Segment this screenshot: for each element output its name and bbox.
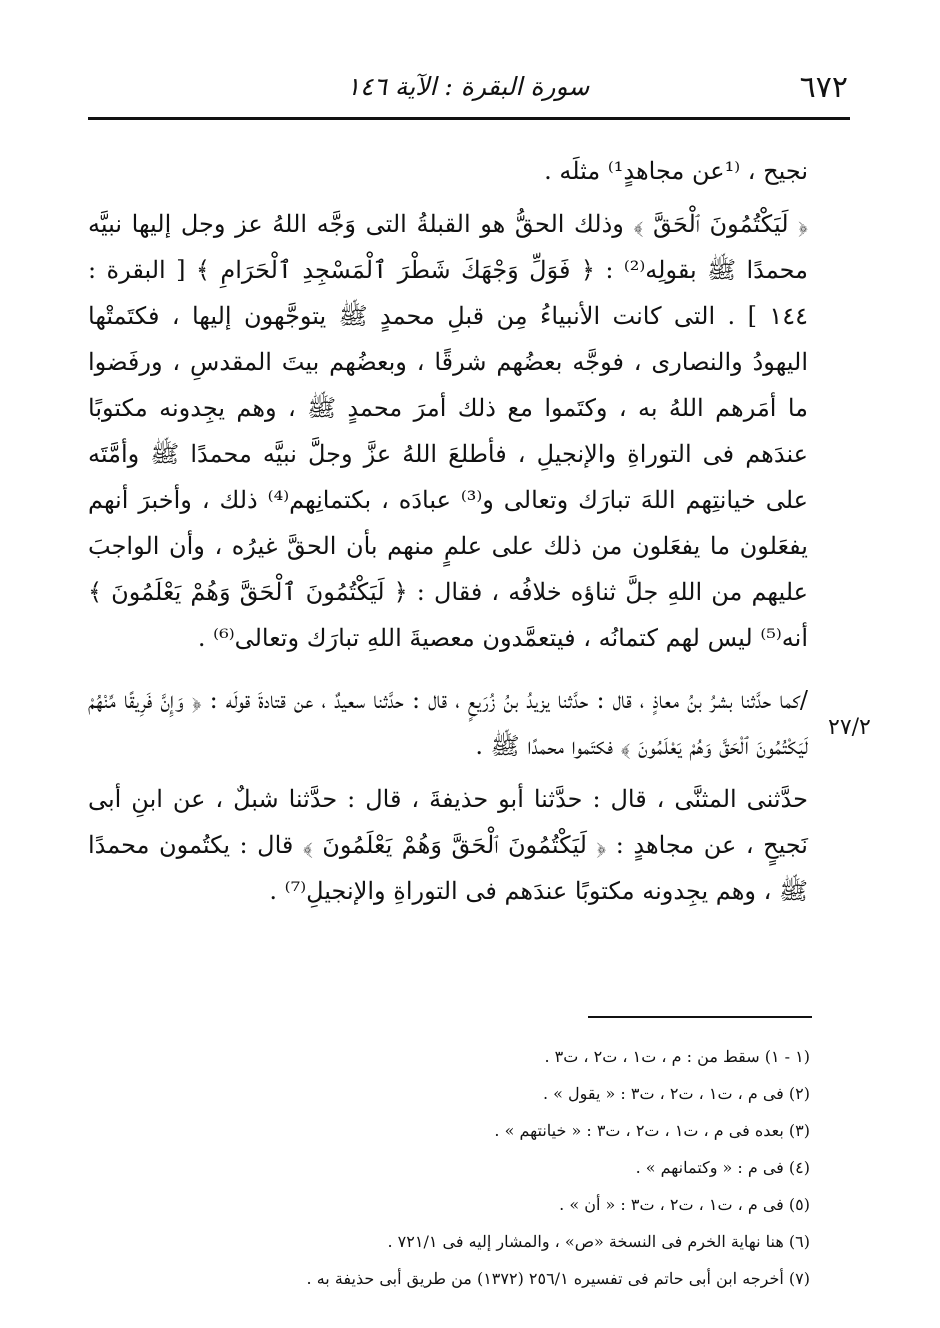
footnote-2: (٢) فى م ، ت١ ، ت٢ ، ت٣ : « يقول » . bbox=[542, 1084, 810, 1103]
page-header bbox=[88, 70, 848, 110]
footnote-6: (٦) هنا نهاية الخرم فى النسخة «ص» ، والمشار إليه فى ٧٢١/١ . bbox=[387, 1232, 810, 1251]
footnote-3: (٣) بعده فى م ، ت١ ، ت٢ ، ت٣ : « خيانتهم » . bbox=[494, 1121, 810, 1140]
footnotes bbox=[88, 1038, 810, 1297]
paragraph-3: /كما حدَّثنا بشرُ بنُ معاذٍ ، قال : حدَّثنا يزيدُ بنُ زُرَيعٍ ، قال : حدَّثنا سعيدٌ ، عن قتادةَ قولَه : ﴿ وَإِنَّ فَرِيقًا مِّنْهُمْ لَيَكْتُمُونَ ٱلْحَقَّ وَهُمْ يَعْلَمُونَ ﴾ فكتَموا محمدًا ﷺ . bbox=[88, 686, 808, 760]
footnote-5: (٥) فى م ، ت١ ، ت٢ ، ت٣ : « أن » . bbox=[559, 1195, 810, 1214]
header-rule bbox=[88, 117, 850, 120]
main-text bbox=[88, 148, 808, 921]
surah-title: سورة البقرة : الآية ١٤٦ bbox=[346, 72, 590, 101]
footnote-1: (١ - ١) سقط من : م ، ت١ ، ت٢ ، ت٣ . bbox=[544, 1047, 810, 1066]
footnote-rule bbox=[588, 1016, 812, 1018]
paragraph-4: حدَّثنى المثنَّى ، قال : حدَّثنا أبو حذيفةَ ، قال : حدَّثنا شبلٌ ، عن ابنِ أبى نَجيحٍ ، عن مجاهدٍ : ﴿ لَيَكْتُمُونَ ٱلْحَقَّ وَهُمْ يَعْلَمُونَ ﴾ قال : يكتُمون محمدًا ﷺ ، وهم يجِدونه مكتوبًا عندَهم فى التوراةِ والإنجيلِ⁽⁷⁾ . bbox=[88, 785, 808, 905]
footnote-4: (٤) فى م : « وكتمانهم » . bbox=[635, 1158, 810, 1177]
margin-reference: ٢٧/٢ bbox=[828, 715, 871, 740]
page-number: ٦٧٢ bbox=[799, 70, 848, 105]
footnote-7: (٧) أخرجه ابن أبى حاتم فى تفسيره ٢٥٦/١ (١٣٧٢) من طريق أبى حذيفة به . bbox=[306, 1269, 810, 1288]
paragraph-1: نجيح ، ⁽¹عن مجاهدٍ¹⁾ مثلَه . bbox=[544, 157, 808, 185]
paragraph-2: ﴿ لَيَكْتُمُونَ ٱلْحَقَّ ﴾ وذلك الحقُّ هو القبلةُ التى وَجَّه اللهُ عز وجل إليها نبيَّه محمدًا ﷺ بقولِه⁽²⁾ : ﴿ فَوَلِّ وَجْهَكَ شَطْرَ ٱلْمَسْجِدِ ٱلْحَرَامِ ﴾ [ البقرة : ١٤٤ ] . التى كانت الأنبياءُ مِن قبلِ محمدٍ ﷺ يتوجَّهون إليها ، فكتَمتْها اليهودُ والنصارى ، فوجَّه بعضُهم شرقًا ، وبعضُهم بيتَ المقدسِ ، ورفَضوا ما أمَرهم اللهُ به ، وكتَموا مع ذلك أمرَ محمدٍ ﷺ ، وهم يجِدونه مكتوبًا عندَهم فى التوراةِ والإنجيلِ ، فأطلعَ اللهُ عزَّ وجلَّ نبيَّه محمدًا ﷺ وأمَّتَه على خيانتِهم اللهَ تبارَك وتعالى و⁽³⁾ عبادَه ، بكتمانِهم⁽⁴⁾ ذلك ، وأخبرَ أنهم يفعَلون ما يفعَلون من ذلك على علمٍ منهم بأن الحقَّ غيرُه ، وأن الواجبَ عليهم من اللهِ جلَّ ثناؤه خلافُه ، فقال : ﴿ لَيَكْتُمُونَ ٱلْحَقَّ وَهُمْ يَعْلَمُونَ ﴾ أنه⁽⁵⁾ ليس لهم كتمانُه ، فيتعمَّدون معصيةَ اللهِ تبارَك وتعالى⁽⁶⁾ . bbox=[88, 210, 808, 652]
